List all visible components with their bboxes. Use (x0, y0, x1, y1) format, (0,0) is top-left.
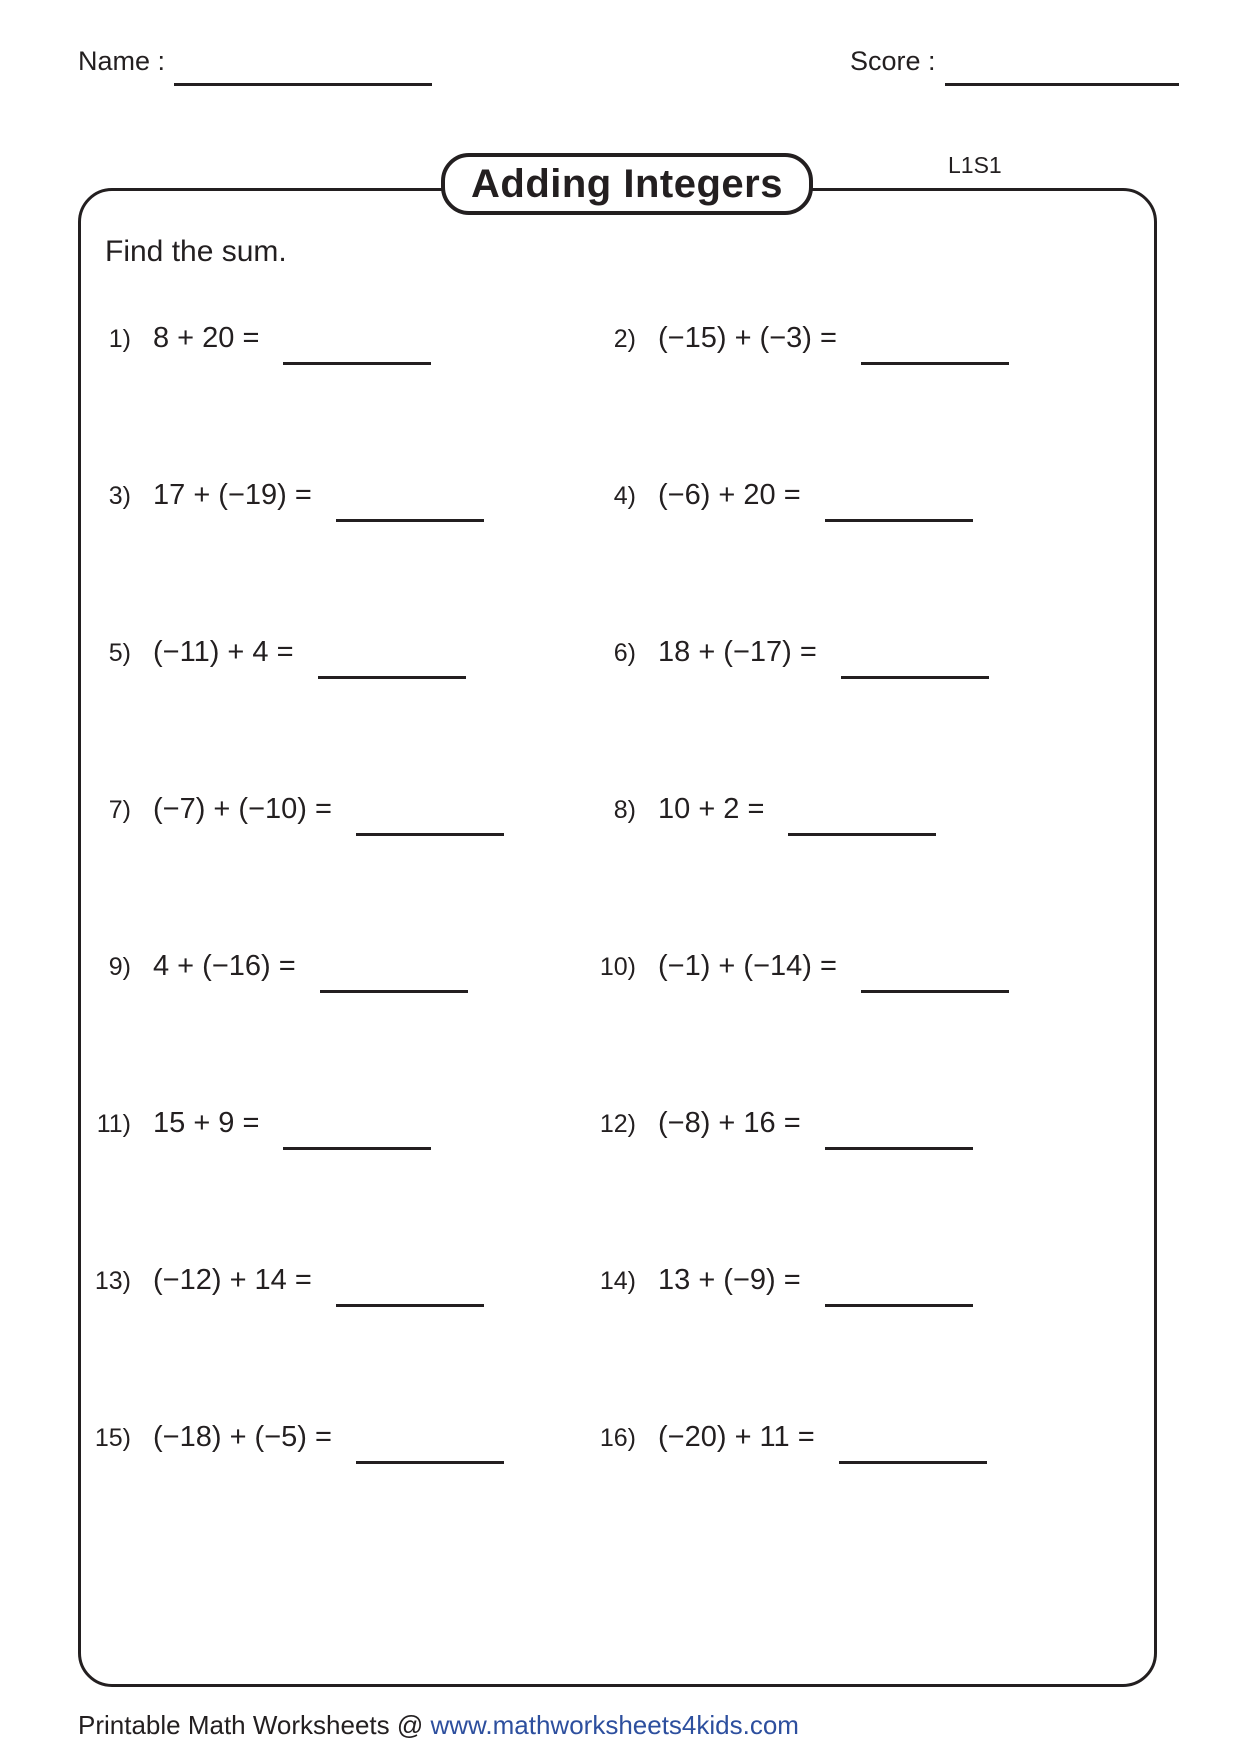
answer-blank-line (825, 519, 973, 522)
problem-8 (586, 793, 1154, 826)
level-code: L1S1 (948, 152, 1002, 178)
problems-grid (81, 198, 1154, 1454)
problem-number: 8) (613, 795, 636, 824)
problem-row-7 (81, 1140, 1154, 1297)
problem-16 (586, 1421, 1154, 1454)
score-field (850, 46, 1179, 77)
answer-blank-line (839, 1461, 987, 1464)
problem-number: 4) (613, 481, 636, 510)
problem-number: 9) (108, 952, 131, 981)
name-blank-line (174, 56, 432, 86)
problem-row-4 (81, 669, 1154, 826)
footer-website-link[interactable]: www.mathworksheets4kids.com (430, 1710, 799, 1740)
problem-number: 1) (108, 324, 131, 353)
problem-number: 10) (599, 952, 636, 981)
problem-expression: 17 + (−19) = (153, 478, 312, 511)
problem-4 (586, 479, 1154, 512)
problem-2 (586, 322, 1154, 355)
problem-15 (81, 1421, 586, 1454)
problem-expression: 18 + (−17) = (658, 635, 817, 668)
score-label: Score : (850, 46, 936, 76)
problem-9 (81, 950, 586, 983)
problem-expression: 8 + 20 = (153, 321, 260, 354)
name-field (78, 46, 432, 77)
problem-1 (81, 322, 586, 355)
worksheet-title-badge (441, 153, 813, 215)
problem-number: 3) (108, 481, 131, 510)
footer-text: Printable Math Worksheets @ (78, 1710, 431, 1740)
answer-blank-line (861, 362, 1009, 365)
problem-13 (81, 1264, 586, 1297)
problem-7 (81, 793, 586, 826)
problem-row-8 (81, 1297, 1154, 1454)
problem-expression: (−1) + (−14) = (658, 949, 837, 982)
problem-row-1 (81, 198, 1154, 355)
problem-expression: (−12) + 14 = (153, 1263, 312, 1296)
footer (78, 1710, 799, 1741)
answer-blank-line (788, 833, 936, 836)
answer-blank-line (356, 1461, 504, 1464)
problem-5 (81, 636, 586, 669)
answer-blank-line (825, 1147, 973, 1150)
problem-number: 13) (94, 1266, 131, 1295)
answer-blank-line (320, 990, 468, 993)
problem-number: 6) (613, 638, 636, 667)
problem-expression: (−20) + 11 = (658, 1420, 815, 1453)
problem-14 (586, 1264, 1154, 1297)
problem-expression: (−8) + 16 = (658, 1106, 801, 1139)
problem-row-2 (81, 355, 1154, 512)
problem-10 (586, 950, 1154, 983)
problem-11 (81, 1107, 586, 1140)
worksheet-title: Adding Integers (471, 161, 783, 206)
problems-panel (78, 188, 1157, 1687)
problem-number: 14) (599, 1266, 636, 1295)
problem-expression: (−15) + (−3) = (658, 321, 837, 354)
problem-row-3 (81, 512, 1154, 669)
problem-expression: (−11) + 4 = (153, 635, 294, 668)
answer-blank-line (356, 833, 504, 836)
problem-number: 11) (96, 1109, 131, 1138)
problem-number: 15) (94, 1423, 131, 1452)
problem-number: 2) (613, 324, 636, 353)
problem-expression: (−7) + (−10) = (153, 792, 332, 825)
problem-expression: 4 + (−16) = (153, 949, 296, 982)
problem-row-6 (81, 983, 1154, 1140)
problem-number: 16) (599, 1423, 636, 1452)
problem-number: 12) (599, 1109, 636, 1138)
problem-expression: (−6) + 20 = (658, 478, 801, 511)
problem-number: 7) (108, 795, 131, 824)
problem-expression: (−18) + (−5) = (153, 1420, 332, 1453)
score-blank-line (945, 56, 1179, 86)
answer-blank-line (318, 676, 466, 679)
problem-expression: 15 + 9 = (153, 1106, 260, 1139)
answer-blank-line (336, 1304, 484, 1307)
problem-row-5 (81, 826, 1154, 983)
answer-blank-line (825, 1304, 973, 1307)
answer-blank-line (283, 362, 431, 365)
problem-number: 5) (108, 638, 131, 667)
problem-6 (586, 636, 1154, 669)
answer-blank-line (861, 990, 1009, 993)
name-label: Name : (78, 46, 166, 76)
problem-12 (586, 1107, 1154, 1140)
problem-3 (81, 479, 586, 512)
instruction-text: Find the sum. (105, 235, 287, 268)
problem-expression: 13 + (−9) = (658, 1263, 801, 1296)
answer-blank-line (336, 519, 484, 522)
problem-expression: 10 + 2 = (658, 792, 765, 825)
answer-blank-line (841, 676, 989, 679)
answer-blank-line (283, 1147, 431, 1150)
